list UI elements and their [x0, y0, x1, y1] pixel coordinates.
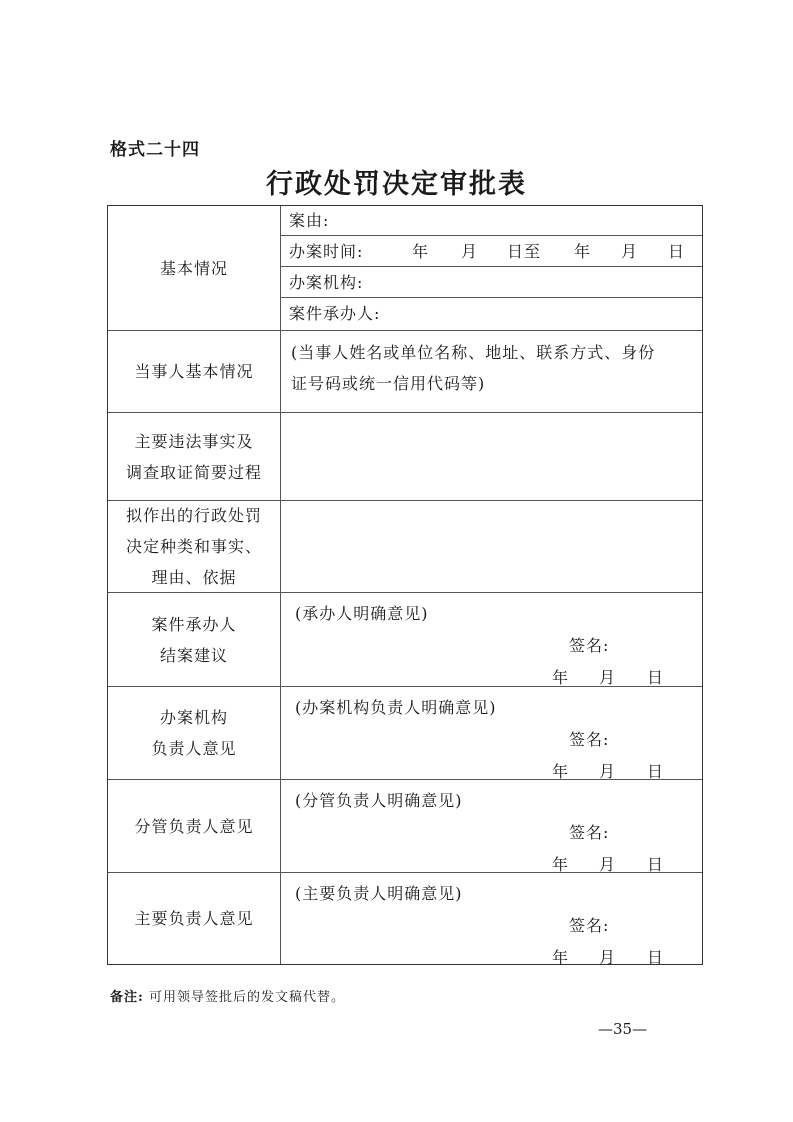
label-chief-head-opinion-line1: 主要负责人意见	[134, 909, 254, 928]
label-chief-head-opinion	[108, 873, 281, 964]
handler-opinion-note: (承办人明确意见)	[295, 604, 429, 623]
label-proposed-penalty	[108, 501, 281, 592]
handler-date-day: 日	[647, 668, 665, 687]
case-handler-label: 案件承办人:	[289, 304, 381, 323]
row-proposed-penalty	[108, 500, 702, 592]
deputy-head-date-month: 月	[599, 855, 617, 874]
org-head-date-year: 年	[552, 762, 570, 781]
row-handler-opinion	[108, 592, 702, 686]
start-month-label: 月	[461, 242, 479, 261]
approval-form-table	[107, 205, 703, 965]
deputy-head-date-day: 日	[647, 855, 665, 874]
end-year-label: 年	[574, 242, 592, 261]
party-info-note	[291, 337, 692, 399]
proposed-penalty-field[interactable]	[281, 501, 702, 592]
format-label: 格式二十四	[110, 140, 200, 160]
label-deputy-head-opinion-line1: 分管负责人意见	[134, 816, 254, 836]
label-facts	[108, 413, 281, 500]
org-head-opinion-note: (办案机构负责人明确意见)	[295, 698, 497, 717]
label-org-head-opinion-line2: 负责人意见	[151, 739, 237, 758]
start-year-label: 年	[412, 242, 430, 261]
label-proposed-penalty-line3: 理由、依据	[151, 568, 237, 587]
label-basic-info	[108, 206, 281, 330]
end-day-label: 日	[668, 242, 686, 261]
basic-info-fields	[281, 206, 702, 330]
handler-date-year: 年	[552, 668, 570, 687]
row-deputy-head-opinion	[108, 779, 702, 872]
org-head-date-month: 月	[599, 762, 617, 781]
label-proposed-penalty-line2: 决定种类和事实、	[125, 537, 262, 556]
row-chief-head-opinion	[108, 872, 702, 967]
label-party-info	[108, 331, 281, 412]
label-deputy-head-opinion	[108, 780, 281, 872]
row-basic-info	[108, 206, 702, 330]
end-month-label: 月	[621, 242, 639, 261]
label-org-head-opinion	[108, 687, 281, 779]
chief-head-opinion-field[interactable]	[281, 873, 702, 967]
remark-key: 备注:	[110, 990, 144, 1005]
handler-opinion-field[interactable]	[281, 593, 702, 686]
handler-signature-label: 签名:	[569, 636, 610, 655]
row-org-head-opinion	[108, 686, 702, 779]
case-cause-field[interactable]	[281, 206, 702, 236]
facts-field[interactable]	[281, 413, 702, 500]
label-facts-line2: 调查取证简要过程	[125, 462, 262, 482]
label-basic-info-text: 基本情况	[159, 258, 228, 278]
handler-date-month: 月	[599, 668, 617, 687]
label-handler-opinion	[108, 593, 281, 686]
row-party-info	[108, 330, 702, 412]
deputy-head-opinion-note: (分管负责人明确意见)	[295, 791, 463, 810]
handling-org-field[interactable]	[281, 268, 702, 298]
label-handler-opinion-line2: 结案建议	[159, 645, 228, 665]
org-head-signature-label: 签名:	[569, 730, 610, 749]
deputy-head-opinion-field[interactable]	[281, 780, 702, 872]
start-day-label: 日至	[507, 242, 542, 261]
chief-head-signature-label: 签名:	[569, 916, 610, 935]
deputy-head-signature-label: 签名:	[569, 823, 610, 842]
chief-head-date-day: 日	[647, 948, 665, 967]
chief-head-date-month: 月	[599, 948, 617, 967]
chief-head-date-year: 年	[552, 948, 570, 967]
label-proposed-penalty-line1: 拟作出的行政处罚	[125, 506, 262, 525]
form-title: 行政处罚决定审批表	[266, 169, 527, 200]
page-number: —35—	[598, 1020, 648, 1038]
handling-time-field[interactable]	[281, 237, 702, 267]
case-cause-label: 案由:	[289, 211, 330, 230]
party-info-field[interactable]	[281, 331, 702, 412]
handling-org-label: 办案机构:	[289, 273, 364, 292]
party-info-note-line2: 证号码或统一信用代码等)	[291, 374, 486, 393]
label-party-info-text: 当事人基本情况	[134, 362, 254, 381]
chief-head-opinion-note: (主要负责人明确意见)	[295, 884, 463, 903]
org-head-opinion-field[interactable]	[281, 687, 702, 779]
party-info-note-line1: (当事人姓名或单位名称、地址、联系方式、身份	[291, 343, 656, 362]
deputy-head-date-year: 年	[552, 855, 570, 874]
remark	[110, 986, 345, 1005]
row-facts	[108, 412, 702, 500]
label-handler-opinion-line1: 案件承办人	[151, 614, 237, 634]
remark-text: 可用领导签批后的发文稿代替。	[148, 990, 345, 1005]
case-handler-field[interactable]	[281, 299, 702, 329]
label-org-head-opinion-line1: 办案机构	[159, 708, 228, 727]
label-facts-line1: 主要违法事实及	[134, 431, 254, 451]
org-head-date-day: 日	[647, 762, 665, 781]
handling-time-label: 办案时间:	[289, 242, 364, 261]
